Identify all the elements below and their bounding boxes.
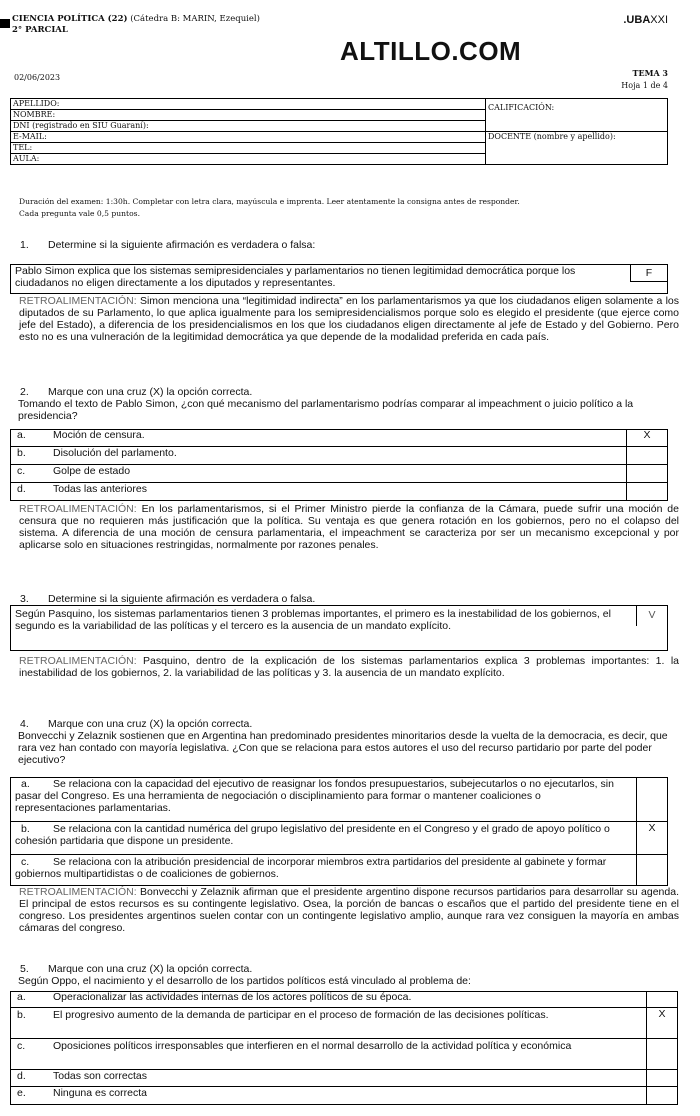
black-marker: [0, 19, 10, 28]
q5-question: Según Oppo, el nacimiento y el desarrollo de los partidos políticos está vinculado al problema de:: [18, 975, 471, 987]
course-header: [12, 14, 260, 36]
q1-statement-box: [10, 264, 668, 294]
q1-answer[interactable]: F: [630, 265, 667, 282]
q2-mark-c: [626, 465, 667, 482]
q4-mark-b: X: [636, 822, 667, 854]
q5-option-b[interactable]: b. El progresivo aumento de la demanda de participar en el proceso de formación de las decisiones políticas. X: [10, 1008, 678, 1039]
q2-option-c[interactable]: c. Golpe de estado: [10, 465, 668, 483]
q4-question: Bonvecchi y Zelaznik sostienen que en Argentina han predominado presidentes minoritarios desde la vuelta de la democracia, es decir, que rara vez han contado con mayoría legislativa. ¿Con que se relaciona para estos autores el uso del recurso partidario por parte del poder ejecutivo?: [18, 730, 668, 766]
q2-mark-a: X: [626, 429, 667, 446]
tema-block: [621, 67, 668, 92]
q2-prompt: 2. Marque con una cruz (X) la opción correcta.: [20, 386, 253, 398]
field-docente[interactable]: DOCENTE (nombre y apellido):: [486, 132, 668, 165]
q5-option-e[interactable]: e. Ninguna es correcta: [10, 1087, 678, 1105]
q5-option-a[interactable]: a. Operacionalizar las actividades internas de los actores políticos de su época.: [10, 991, 678, 1008]
q2-option-b[interactable]: b. Disolución del parlamento.: [10, 447, 668, 465]
field-apellido[interactable]: APELLIDO:: [11, 99, 486, 110]
q5-mark-a: [646, 991, 677, 1007]
q2-mark-d: [626, 483, 667, 500]
uba-logo: .UBAXXI: [623, 14, 668, 26]
q2-mark-b: [626, 447, 667, 464]
instructions: Duración del examen: 1:30h. Completar con letra clara, mayúscula e imprenta. Leer atentamente la consigna antes de responder. Cada pregunta vale 0,5 puntos.: [19, 197, 520, 218]
q3-feedback: RETROALIMENTACIÓN: Pasquino, dentro de la explicación de los sistemas parlamentarios explica 3 problemas importantes: 1. la inestabilidad de los gobiernos, 2. la variabilidad de las políticas y 3. la ausencia de un mandato explícito.: [19, 655, 679, 679]
q5-option-c[interactable]: c. Oposiciones políticos irresponsables que interfieren en el normal desarrollo de la actividad política y económica: [10, 1039, 678, 1070]
q4-feedback: RETROALIMENTACIÓN: Bonvecchi y Zelaznik afirman que el presidente argentino dispone recursos partidarios para desarrollar su agenda. El principal de estos recursos es su contingente legislativo. Osea, la porción de bancas o escaños que el partido del presidente tiene en el congreso. Los presidentes argentinos suelen contar con un contingente legislativo amplio, aunque rara vez consiguen la mayoría en ambas cámaras del congreso.: [19, 886, 679, 934]
q5-mark-b: X: [646, 1008, 677, 1038]
q3-prompt: 3. Determine si la siguiente afirmación es verdadera o falsa.: [20, 593, 316, 605]
q5-option-d[interactable]: d. Todas son correctas: [10, 1070, 678, 1087]
course-name: CIENCIA POLÍTICA (22): [12, 14, 128, 24]
exam-date: 02/06/2023: [14, 73, 61, 82]
q3-statement: Según Pasquino, los sistemas parlamentarios tienen 3 problemas importantes, el primero es la inestabilidad de los gobiernos, el segundo es la variabilidad de las políticas y el tercero es la ausencia de un mandato explícito.: [15, 608, 611, 632]
q5-mark-e: [646, 1087, 677, 1104]
field-tel[interactable]: TEL:: [11, 143, 486, 154]
q4-prompt: 4. Marque con una cruz (X) la opción correcta.: [20, 718, 253, 730]
q1-prompt: 1. Determine si la siguiente afirmación es verdadera o falsa:: [20, 239, 316, 251]
q4-option-a[interactable]: a. Se relaciona con la capacidad del ejecutivo de reasignar los fondos presupuestarios, subejecutarlos o no ejecutarlos, sin pasar del Congreso. Es una herramienta de negociación o disciplinamiento para formar o mantener coaliciones o representaciones parlamentarias.: [10, 777, 668, 822]
q2-option-d[interactable]: d. Todas las anteriores: [10, 483, 668, 501]
exam-name: 2° PARCIAL: [12, 25, 68, 35]
q5-mark-c: [646, 1039, 677, 1069]
field-email[interactable]: E-MAIL:: [11, 132, 486, 143]
q2-feedback: RETROALIMENTACIÓN: En los parlamentarismos, si el Primer Ministro pierde la confianza de la Cámara, puede sufrir una moción de censura que no requieren más justificación que la política. Su ventaja es que genera rotación en los gobiernos, pero no el colapso del sistema. A diferencia de una moción de censura parlamentaria, el impeachment se caracteriza por ser un mecanismo excepcional y por aplicarse solo en situaciones restringidas, normalmente por razones penales.: [19, 503, 679, 551]
field-calificacion[interactable]: CALIFICACIÓN:: [486, 99, 668, 132]
student-id-table: [10, 98, 668, 165]
brand-watermark: ALTILLO.COM: [340, 36, 522, 66]
q4-option-c[interactable]: c. Se relaciona con la atribución presidencial de incorporar miembros extra partidarios del presidente al gabinete y formar gobiernos multipartidistas o de coaliciones de gobiernos.: [10, 855, 668, 886]
q1-statement: Pablo Simon explica que los sistemas semipresidenciales y parlamentarios no tienen legitimidad democrática porque los ciudadanos no eligen directamente a los diputados y representantes.: [15, 265, 576, 289]
q4-mark-a: [636, 777, 667, 821]
q5-mark-d: [646, 1070, 677, 1086]
field-nombre[interactable]: NOMBRE:: [11, 110, 486, 121]
q2-question: Tomando el texto de Pablo Simon, ¿con qué mecanismo del parlamentarismo podrías comparar al impeachment o juicio político a la presidencia?: [18, 398, 634, 422]
course-chair: (Cátedra B: MARIN, Ezequiel): [130, 14, 260, 24]
page-count: Hoja 1 de 4: [621, 81, 668, 90]
q2-option-a[interactable]: a. Moción de censura. X: [10, 429, 668, 447]
q3-statement-box: [10, 605, 668, 651]
q3-answer[interactable]: V: [636, 606, 667, 626]
q4-option-b[interactable]: b. Se relaciona con la cantidad numérica del grupo legislativo del presidente en el Congreso y el grado de apoyo político o cohesión partidaria que dispone un presidente. X: [10, 822, 668, 855]
field-dni[interactable]: DNI (registrado en SIU Guaraní):: [11, 121, 486, 132]
field-aula[interactable]: AULA:: [11, 154, 486, 165]
q4-mark-c: [636, 855, 667, 885]
tema-label: TEMA 3: [632, 68, 668, 78]
q1-feedback: RETROALIMENTACIÓN: Simon menciona una “legitimidad indirecta” en los parlamentarismos ya que los ciudadanos eligen solamente a los diputados de su Parlamento, lo que aplica igualmente para los semipresidencialismos porque solo es elegido el presidente (que ejerce como jefe del Estado), a diferencia de los presidencialismos en los que los ciudadanos eligen directamente al jefe de Estado y del Gobierno. Pero esto no es una vulneración de la legitimidad democrática ya que depende de la modalidad preferida en cada país.: [19, 295, 679, 343]
q5-prompt: 5. Marque con una cruz (X) la opción correcta.: [20, 963, 253, 975]
